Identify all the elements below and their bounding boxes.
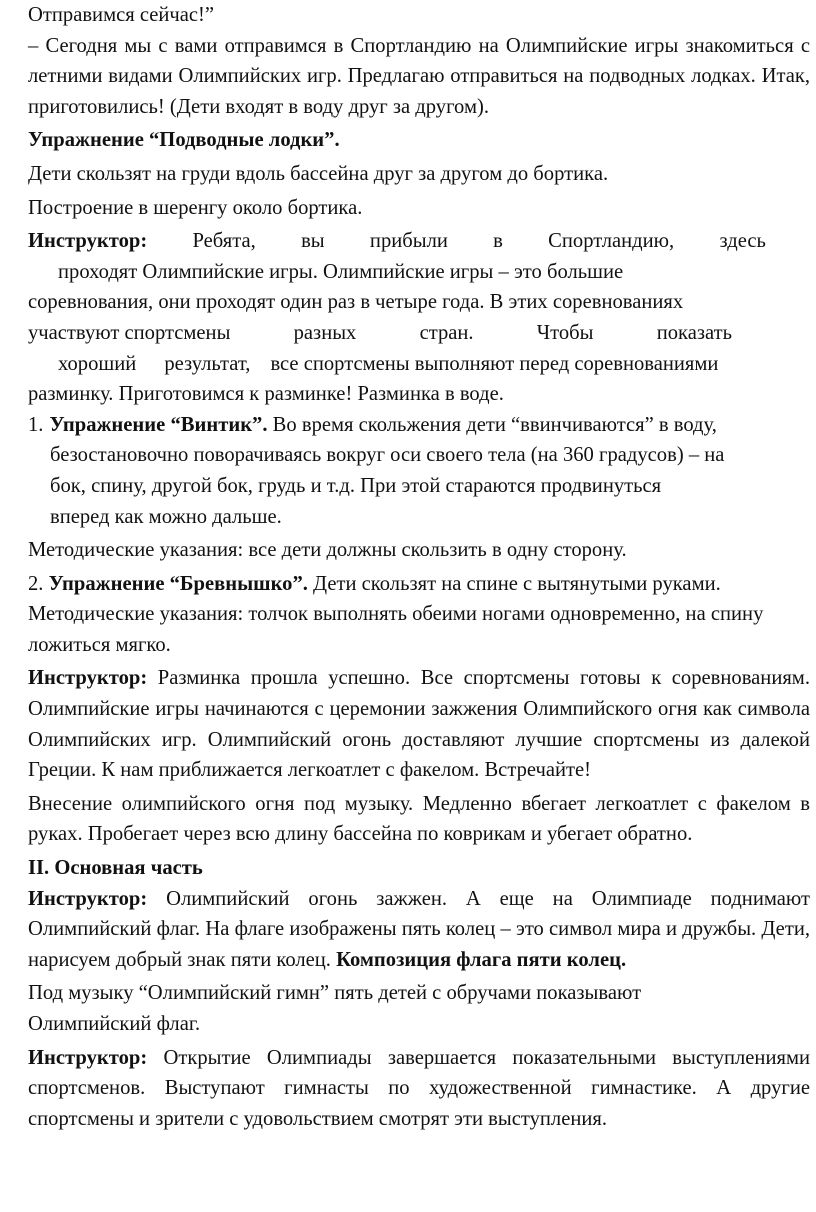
instructor-label: Инструктор: bbox=[28, 1046, 148, 1069]
word: результат, bbox=[164, 352, 251, 375]
instructor-paragraph-4-text: Открытие Олимпиады завершается показательными выступлениями спортсменов. Выступают гимнасты по художественной гимнастике. А другие спортсмены и зрители с удовольствием смотрят эти выступления. bbox=[28, 1046, 810, 1130]
instructor-paragraph-1-line-5 bbox=[28, 349, 810, 380]
list-number: 1. bbox=[28, 413, 44, 436]
word: здесь bbox=[719, 230, 766, 253]
exercise-heading-submarines: Упражнение “Подводные лодки”. bbox=[28, 129, 340, 152]
exercise-item-1-line-2: безостановочно поворачиваясь вокруг оси своего тела (на 360 градусов) – на bbox=[50, 444, 725, 467]
word: стран. bbox=[419, 321, 474, 344]
instructor-paragraph-3 bbox=[28, 884, 810, 976]
word: прибыли bbox=[369, 230, 448, 253]
word: показать bbox=[656, 321, 732, 344]
exercise-item-1-text: Во время скольжения дети “ввинчиваются” в воду, bbox=[267, 413, 717, 436]
exercise-item-2-text: Дети скользят на спине с вытянутыми руками. bbox=[307, 572, 721, 595]
paragraph-anthem bbox=[28, 978, 810, 1039]
exercise-title-log: Упражнение “Бревнышко”. bbox=[48, 572, 308, 595]
instructor-paragraph-1-line-6: разминку. Приготовимся к разминке! Разминка в воде. bbox=[28, 383, 504, 406]
paragraph-children-glide: Дети скользят на груди вдоль бассейна друг за другом до бортика. bbox=[28, 162, 609, 185]
methodical-note-2: Методические указания: толчок выполнять обеими ногами одновременно, на спину ложиться мягко. bbox=[28, 603, 764, 656]
instructor-paragraph-1-line-4 bbox=[28, 318, 810, 349]
instructor-label: Инструктор: bbox=[28, 230, 148, 253]
exercise-item-2 bbox=[28, 569, 810, 600]
section-heading-main-part: II. Основная часть bbox=[28, 857, 203, 880]
exercise-item-1-line-4: вперед как можно дальше. bbox=[50, 505, 282, 528]
instructor-paragraph-1 bbox=[28, 226, 810, 410]
composition-title: Композиция флага пяти колец. bbox=[336, 948, 627, 971]
exercise-item-1 bbox=[28, 410, 810, 532]
word: хороший bbox=[58, 352, 137, 375]
methodical-note-1: Методические указания: все дети должны скользить в одну сторону. bbox=[28, 539, 627, 562]
instructor-paragraph-3-text: Олимпийский огонь зажжен. А еще на Олимпиаде поднимают Олимпийский флаг. На флаге изображены пять колец – это символ мира и дружбы. Дети, нарисуем добрый знак пяти колец. bbox=[28, 887, 810, 971]
word: Чтобы bbox=[536, 321, 594, 344]
word: в bbox=[493, 230, 503, 253]
line-text: все спортсмены выполняют перед соревнованиями bbox=[270, 352, 719, 375]
paragraph-torch-entry: Внесение олимпийского огня под музыку. Медленно вбегает легкоатлет с факелом в руках. Пробегает через всю длину бассейна по коврикам и убегает обратно. bbox=[28, 792, 810, 846]
instructor-paragraph-2 bbox=[28, 663, 810, 785]
instructor-label: Инструктор: bbox=[28, 667, 148, 690]
paragraph-announcement: – Сегодня мы с вами отправимся в Спортландию на Олимпийские игры знакомиться с летними видами Олимпийских игр. Предлагаю отправиться на подводных лодках. Итак, приготовились! (Дети входят в воду друг за другом). bbox=[28, 34, 810, 118]
instructor-paragraph-4 bbox=[28, 1043, 810, 1135]
instructor-paragraph-1-line-2: проходят Олимпийские игры. Олимпийские игры – это большие bbox=[58, 260, 624, 283]
paragraph-intro-end: Отправимся сейчас!” bbox=[28, 4, 215, 26]
instructor-paragraph-1-line-3: соревнования, они проходят один раз в четыре года. В этих соревнованиях bbox=[28, 291, 684, 314]
paragraph-anthem-line-1: Под музыку “Олимпийский гимн” пять детей с обручами показывают bbox=[28, 982, 642, 1005]
instructor-paragraph-2-text: Разминка прошла успешно. Все спортсмены готовы к соревнованиям. Олимпийские игры начинаются с церемонии зажжения Олимпийского огня как символа Олимпийских игр. Олимпийский огонь доставляют лучшие спортсмены из далекой Греции. К нам приближается легкоатлет с факелом. Встречайте! bbox=[28, 667, 810, 782]
word: вы bbox=[301, 230, 325, 253]
paragraph-line-up: Построение в шеренгу около бортика. bbox=[28, 196, 363, 219]
exercise-item-1-line-3: бок, спину, другой бок, грудь и т.д. При этой стараются продвинуться bbox=[50, 474, 662, 497]
paragraph-anthem-line-2: Олимпийский флаг. bbox=[28, 1013, 201, 1035]
exercise-title-screw: Упражнение “Винтик”. bbox=[49, 413, 268, 436]
word: Спортландию, bbox=[548, 230, 675, 253]
word: Ребята, bbox=[192, 230, 256, 253]
document-body bbox=[28, 0, 810, 1134]
exercise-item-1-first-line bbox=[28, 410, 810, 441]
word: участвуют спортсмены bbox=[28, 321, 231, 344]
instructor-label: Инструктор: bbox=[28, 887, 148, 910]
list-number: 2. bbox=[28, 572, 44, 595]
word: разных bbox=[293, 321, 357, 344]
instructor-paragraph-1-line-1 bbox=[28, 226, 810, 257]
